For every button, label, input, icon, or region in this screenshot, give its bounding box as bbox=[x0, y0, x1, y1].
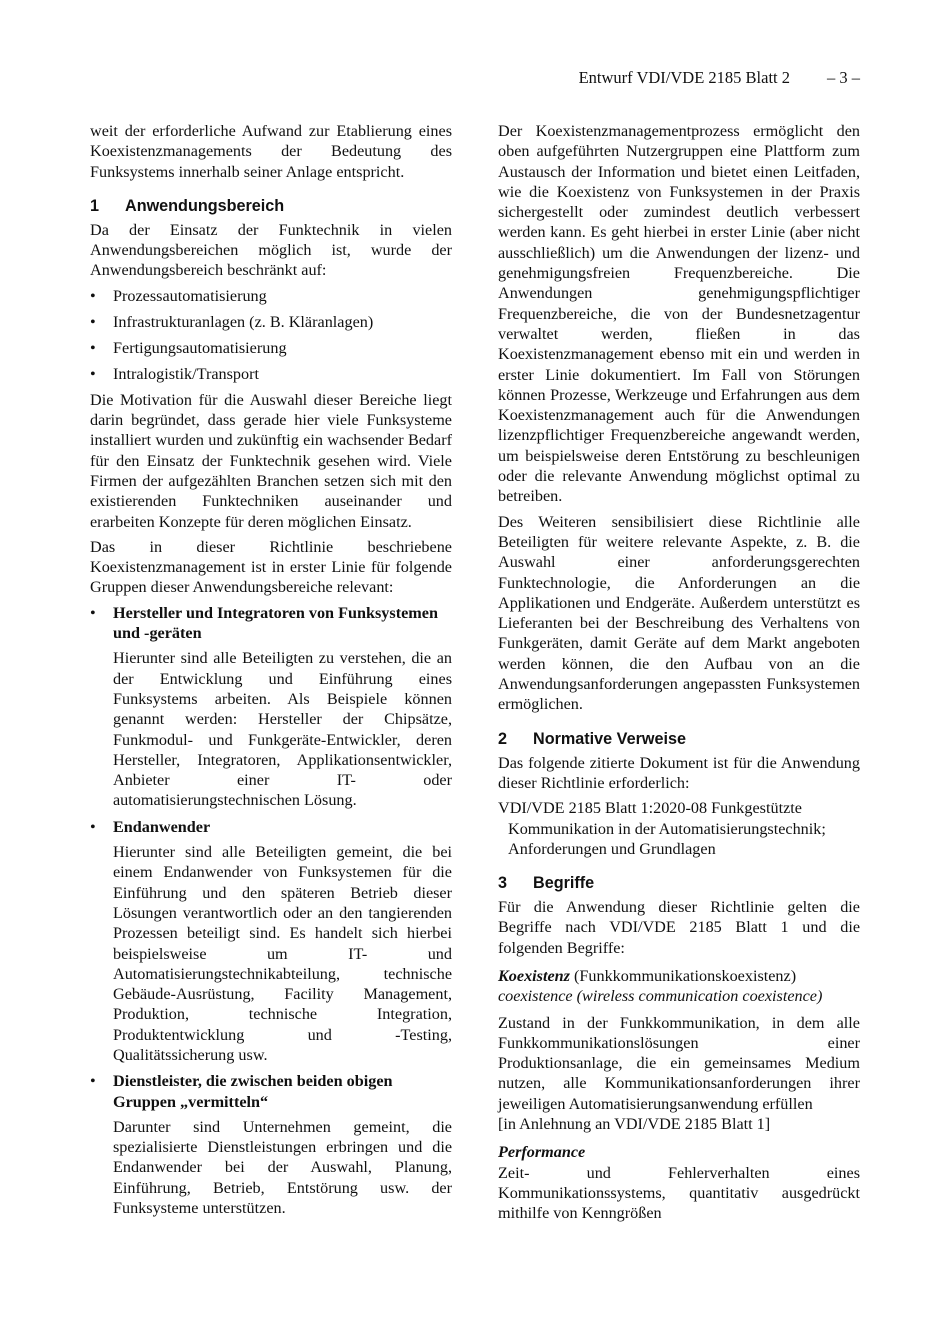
group-item-end-users bbox=[90, 817, 452, 1066]
scope-list bbox=[90, 286, 452, 384]
list-item: • Fertigungsautomatisierung bbox=[90, 338, 452, 358]
section-1-number: 1 bbox=[90, 196, 100, 215]
list-item: • Infrastrukturanlagen (z. B. Kläranlagen) bbox=[90, 312, 452, 332]
section-2-paragraph: Das folgende zitierte Dokument ist für die Anwendung dieser Richtlinie erforderlich: bbox=[498, 753, 860, 792]
section-1-paragraph-1: Da der Einsatz der Funktechnik in vielen Anwendungsbereichen möglich ist, wurde der Anwendungsbereich beschränkt auf: bbox=[90, 220, 452, 280]
intro-paragraph: weit der erforderliche Aufwand zur Etablierung eines Koexistenzmanagements der Bedeutung des Funksystems innerhalb seiner Anlage entspricht. bbox=[90, 122, 452, 181]
list-item: • Intralogistik/Transport bbox=[90, 364, 452, 384]
term-heading bbox=[498, 966, 860, 986]
group-item-manufacturers bbox=[90, 603, 452, 811]
group-body: Hierunter sind alle Beteiligten zu verstehen, die an der Entwicklung und Einführung eines Funksystems arbeiten. Als Beispiele können genannt werden: Hersteller der Chipsätze, Funkmodul- und Funkgeräte-Entwickler, deren Hersteller, Integratoren, Applikationsentwickler, Anbieter einer IT- oder automatisierungstechnischen Lösung. bbox=[113, 649, 452, 810]
section-3-title: Begriffe bbox=[533, 874, 595, 893]
right-paragraph-1: Der Koexistenzmanagementprozess ermöglicht den oben aufgeführten Nutzergruppen eine Plattform zum Austausch der Information und bietet einen Leitfaden, wie die Koexistenz von Funksystemen in der Praxis sichergestellt oder zumindest deutlich verbessert werden kann. Es geht hierbei in erster Linie (aber nicht ausschließlich) um die Anwendungen der lizenz- und genehmigungsfreien Frequenzbereiche. Die Anwendungen genehmigungspflichtiger Frequenzbereiche, die von der Bundesnetzagentur verwaltet werden, fließen in das Koexistenzmanagement ebenso mit ein und werden in erster Linie dokumentiert. Im Fall von Störungen können Prozesse, Werkzeuge und Erfahrungen aus dem Koexistenzmanagement auch für die Anwendungen lizenzpflichtiger Frequenzbereiche angewandt werden, um beispielsweise deren Entstörung zu beschleunigen oder die relevante Anwendung möglichst optimal zu betreiben. bbox=[498, 122, 860, 506]
term-qualifier: (Funkkommunikationskoexistenz) bbox=[574, 966, 797, 985]
bullet-icon: • bbox=[90, 603, 96, 622]
section-1-title: Anwendungsbereich bbox=[125, 196, 285, 215]
page-header bbox=[0, 68, 860, 90]
group-title: Endanwender bbox=[113, 817, 211, 836]
term-english: coexistence (wireless communication coexistence) bbox=[498, 987, 823, 1006]
section-1-paragraph-2: Die Motivation für die Auswahl dieser Bereiche liegt darin begründet, dass gerade hier viele Funksysteme installiert wurden und zukünftig ein wachsender Bedarf für den Einsatz der Funktechnik gesehen wird. Viele Firmen der aufgezählten Branchen setzen sich mit den existierenden Funktechniken auseinander und erarbeiten Konzepte für deren möglichen Einsatz. bbox=[90, 390, 452, 531]
group-body: Darunter sind Unternehmen gemeint, die spezialisierte Dienstleistungen erbringen und die Endanwender bei der Auswahl, Planung, Einführung, Betrieb, Entstörung usw. der Funksysteme unterstützen. bbox=[113, 1117, 452, 1218]
section-2-heading bbox=[498, 729, 860, 749]
section-1-paragraph-3: Das in dieser Richtlinie beschriebene Koexistenzmanagement ist in erster Linie für folgende Gruppen dieser Anwendungsbereiche relevant: bbox=[90, 537, 452, 597]
section-3-paragraph: Für die Anwendung dieser Richtlinie gelten die Begriffe nach VDI/VDE 2185 Blatt 1 und die folgenden Begriffe: bbox=[498, 898, 860, 957]
term-name: Performance bbox=[498, 1143, 586, 1162]
term-entry-koexistenz bbox=[498, 966, 860, 1134]
left-column bbox=[90, 121, 452, 1224]
bullet-icon: • bbox=[90, 817, 96, 836]
section-2-title: Normative Verweise bbox=[533, 729, 686, 748]
section-3-heading bbox=[498, 873, 860, 893]
term-definition: Zeit- und Fehlerverhalten eines Kommunikationssystems, quantitativ ausgedrückt mithilfe von Kenngrößen bbox=[498, 1163, 860, 1223]
section-2-number: 2 bbox=[498, 729, 508, 748]
group-item-service-providers bbox=[90, 1071, 452, 1218]
list-item: • Prozessautomatisierung bbox=[90, 286, 452, 306]
section-3-number: 3 bbox=[498, 874, 508, 893]
term-entry-performance bbox=[498, 1142, 860, 1223]
group-title: Hersteller und Integratoren von Funksystemen und -geräten bbox=[113, 603, 438, 643]
document-title: Entwurf VDI/VDE 2185 Blatt 2 bbox=[578, 68, 790, 87]
group-body: Hierunter sind alle Beteiligten gemeint, die bei einem Endanwender von Funksystemen für die Einführung und den späteren Betrieb dieser Lösungen verantwortlich oder an den tangierenden Prozessen beteiligt sind. Es handelt sich hierbei beispielsweise um IT- und Automatisierungstechnikabteilung, technische Gebäude-Ausrüstung, Facility Management, Produktion, technische Integration, Produktentwicklung und -Testing, Qualitätssicherung usw. bbox=[113, 843, 452, 1064]
right-column bbox=[498, 121, 860, 1224]
bullet-icon: • bbox=[90, 1072, 96, 1091]
term-definition: Zustand in der Funkkommunikation, in dem alle Funkkommunikationslösungen einer Produktionsanlage, die ein gemeinsames Medium nutzen, alle Kommunikationsanforderungen ihrer jeweiligen Automatisierungsanwendung erfüllen bbox=[498, 1013, 860, 1113]
normative-reference: VDI/VDE 2185 Blatt 1:2020-08 Funkgestützte Kommunikation in der Automatisierungstechnik; Anforderungen und Grundlagen bbox=[498, 799, 826, 858]
right-paragraph-2: Des Weiteren sensibilisiert diese Richtlinie alle Beteiligten für weitere relevante Aspekte, z. B. die Auswahl einer anforderungsgerechten Funktechnologie, die Anforderungen an die Applikationen und Endgeräte. Außerdem unterstützt es Lieferanten bei der Beschreibung des Verhaltens von Funkgeräten, damit Geräte auf dem Markt angeboten werden können, die den Aufbau von an die Anwendungsanforderungen angepassten Funksystemen ermöglichen. bbox=[498, 512, 860, 714]
term-name: Koexistenz bbox=[498, 966, 570, 985]
page-number: – 3 – bbox=[827, 68, 860, 87]
group-title: Dienstleister, die zwischen beiden obigen Gruppen „vermitteln“ bbox=[113, 1072, 393, 1111]
term-source: [in Anlehnung an VDI/VDE 2185 Blatt 1] bbox=[498, 1115, 771, 1134]
section-1-heading bbox=[90, 196, 452, 216]
